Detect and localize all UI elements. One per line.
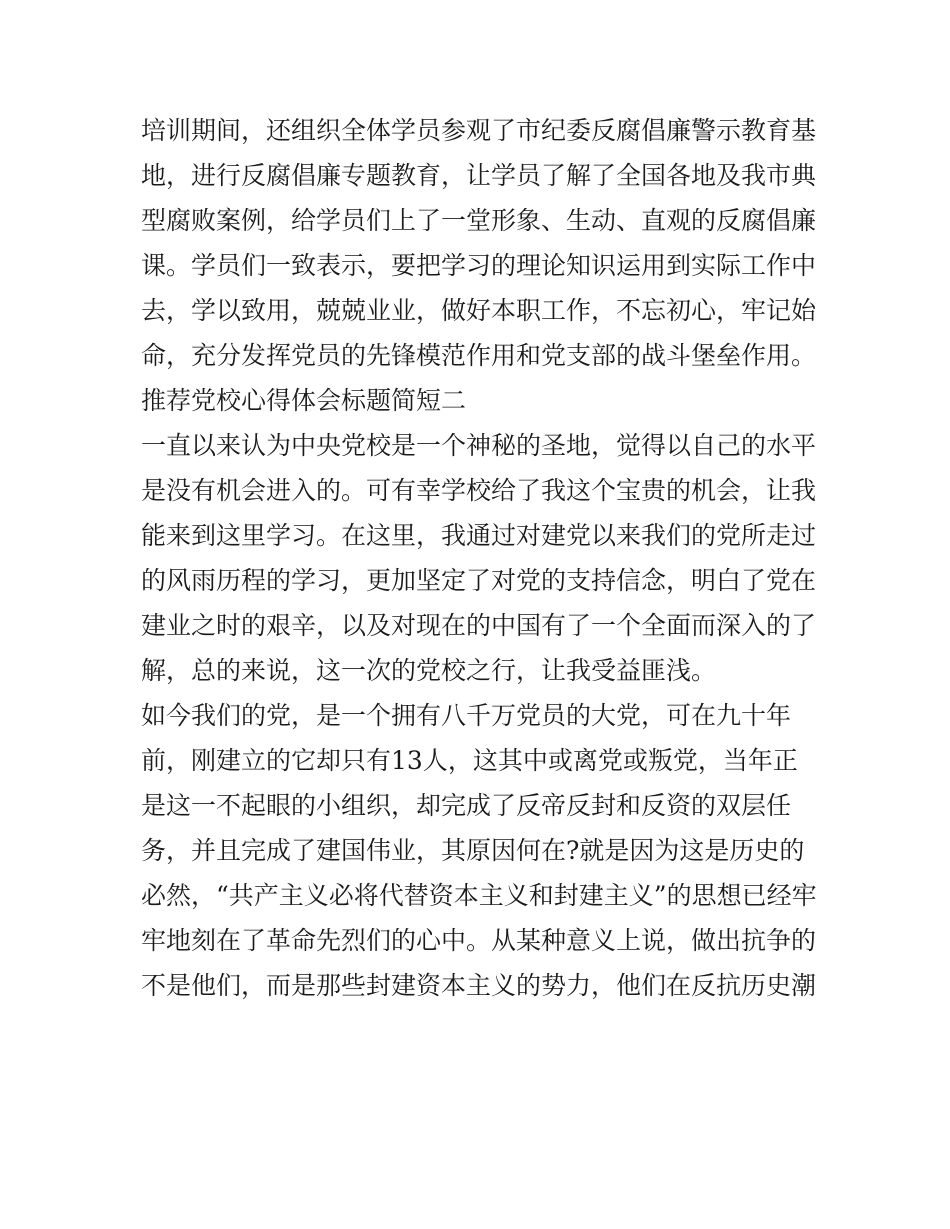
text-line: 课。学员们一致表示，要把学习的理论知识运用到实际工作中 — [141, 251, 817, 280]
text-line: 一直以来认为中央党校是一个神秘的圣地，觉得以自己的水平 — [141, 431, 817, 460]
text-line: 牢地刻在了革命先烈们的心中。从某种意义上说，做出抗争的 — [141, 926, 817, 955]
text-line: 的风雨历程的学习，更加坚定了对党的支持信念，明白了党在 — [141, 566, 817, 595]
section-heading: 推荐党校心得体会标题简短二 — [141, 386, 467, 415]
text-line: 务，并且完成了建国伟业，其原因何在?就是因为这是历史的 — [141, 836, 805, 865]
text-line: 去，学以致用，兢兢业业，做好本职工作，不忘初心，牢记始 — [141, 296, 817, 325]
text-line: 前，刚建立的它却只有13人，这其中或离党或叛党，当年正 — [141, 746, 798, 775]
text-line: 是没有机会进入的。可有幸学校给了我这个宝贵的机会，让我 — [141, 476, 817, 505]
text-line: 地，进行反腐倡廉专题教育，让学员了解了全国各地及我市典 — [141, 161, 817, 190]
text-line: 如今我们的党，是一个拥有八千万党员的大党，可在九十年 — [141, 701, 792, 730]
text-line: 型腐败案例，给学员们上了一堂形象、生动、直观的反腐倡廉 — [141, 206, 817, 235]
body-text — [141, 108, 821, 1008]
text-line: 命，充分发挥党员的先锋模范作用和党支部的战斗堡垒作用。 — [141, 341, 817, 370]
text-line: 必然，“共产主义必将代替资本主义和封建主义”的思想已经牢 — [141, 881, 817, 910]
text-line: 解，总的来说，这一次的党校之行，让我受益匪浅。 — [141, 656, 717, 685]
text-line: 能来到这里学习。在这里，我通过对建党以来我们的党所走过 — [141, 521, 817, 550]
text-line: 建业之时的艰辛，以及对现在的中国有了一个全面而深入的了 — [141, 611, 817, 640]
text-line: 不是他们，而是那些封建资本主义的势力，他们在反抗历史潮 — [141, 971, 817, 1000]
text-line: 培训期间，还组织全体学员参观了市纪委反腐倡廉警示教育基 — [141, 116, 817, 145]
text-line: 是这一不起眼的小组织，却完成了反帝反封和反资的双层任 — [141, 791, 792, 820]
